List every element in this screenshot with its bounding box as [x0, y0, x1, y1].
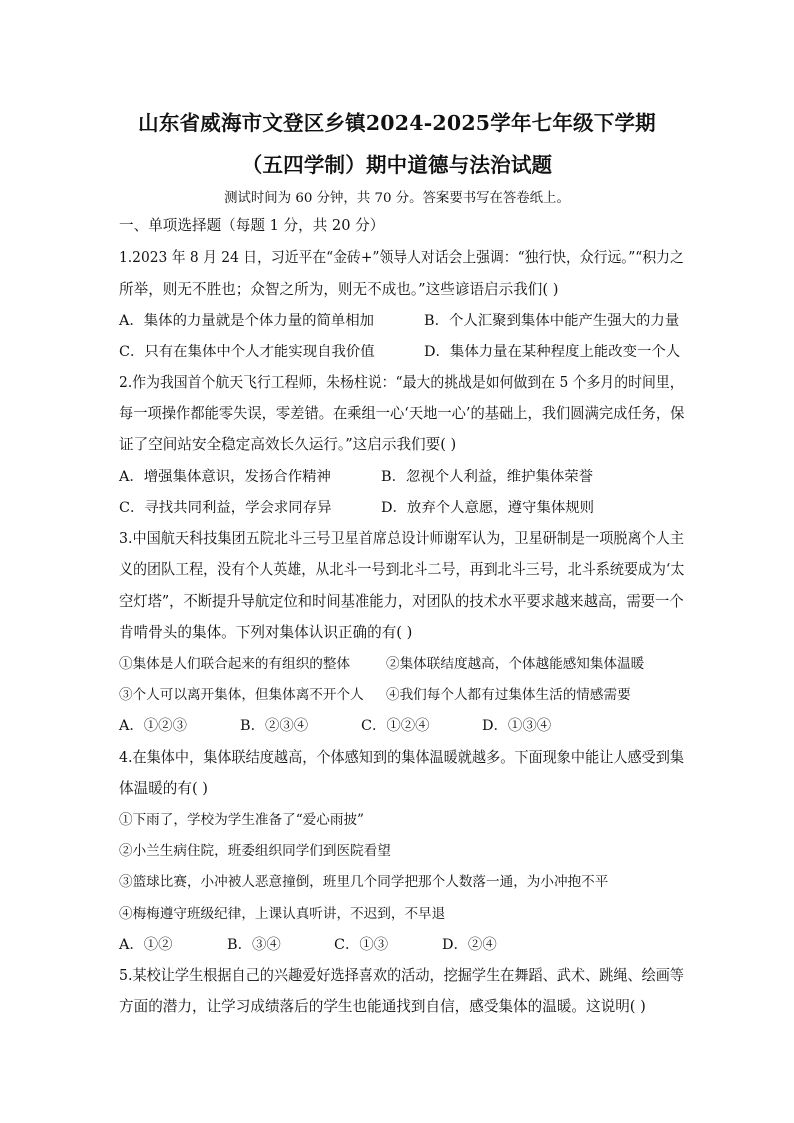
- q4-option-a: A．①②: [119, 937, 173, 953]
- q2-stem-line-1: 2.作为我国首个航天飞行工程师，朱杨柱说：“最大的挑战是如何做到在 5 个多月的时间里，: [119, 374, 684, 391]
- exam-title-line-2: （五四学制）期中道德与法治试题: [241, 153, 553, 177]
- q3-option-c: C．①②④: [361, 718, 430, 734]
- q1-option-b: B．个人汇聚到集体中能产生强大的力量: [424, 313, 680, 329]
- q1-option-a: A．集体的力量就是个体力量的简单相加: [119, 313, 375, 329]
- q1-option-c: C．只有在集体中个人才能实现自我价值: [119, 344, 375, 360]
- q2-stem-line-2: 每一项操作都能零失误，零差错。在乘组一心‘天地一心’的基础上，我们圆满完成任务，保: [119, 405, 685, 422]
- q4-stem-line-1: 4.在集体中，集体联结度越高，个体感知到的集体温暖就越多。下面现象中能让人感受到集: [119, 749, 685, 766]
- q3-statement-2: ②集体联结度越高，个体越能感知集体温暖: [386, 656, 645, 672]
- q4-statement-2: ②小兰生病住院，班委组织同学们到医院看望: [119, 843, 391, 859]
- q3-option-b: B．②③④: [240, 718, 309, 734]
- q4-option-c: C．①③: [334, 937, 389, 953]
- q1-stem-line-2: 所举，则无不胜也；众智之所为，则无不成也。”这些谚语启示我们( ): [119, 281, 559, 298]
- q3-statement-1: ①集体是人们联合起来的有组织的整体: [119, 656, 351, 672]
- q3-stem-line-1: 3.中国航天科技集团五院北斗三号卫星首席总设计师谢军认为，卫星研制是一项脱离个人主: [119, 530, 685, 547]
- q3-stem-line-2: 义的团队工程，没有个人英雄，从北斗一号到北斗二号，再到北斗三号，北斗系统要成为‘太: [119, 561, 685, 578]
- q4-option-b: B．③④: [227, 937, 281, 953]
- exam-instructions: 测试时间为 60 分钟，共 70 分。答案要书写在答卷纸上。: [224, 191, 570, 206]
- q4-statement-4: ④梅梅遵守班级纪律，上课认真听讲，不迟到，不早退: [119, 906, 446, 922]
- q2-option-c: C．寻找共同利益，学会求同存异: [119, 500, 332, 516]
- q1-option-d: D．集体力量在某种程度上能改变一个人: [424, 344, 681, 360]
- q3-stem-line-3: 空灯塔”，不断提升导航定位和时间基准能力，对团队的技术水平要求越来越高，需要一个: [119, 593, 684, 610]
- q5-stem-line-2: 方面的潜力，让学习成绩落后的学生也能通找到自信，感受集体的温暖。这说明( ): [119, 998, 646, 1015]
- q2-option-d: D．放弃个人意愿，遵守集体规则: [381, 500, 595, 516]
- q4-statement-1: ①下雨了，学校为学生准备了“爱心雨披”: [119, 812, 364, 828]
- q2-option-a: A．增强集体意识，发扬合作精神: [119, 469, 331, 485]
- q3-stem-line-4: 肯啃骨头的集体。下列对集体认识正确的有( ): [119, 624, 413, 641]
- q4-statement-3: ③篮球比赛，小冲被人恶意撞倒，班里几个同学把那个人数落一通，为小冲抱不平: [119, 874, 609, 890]
- q2-stem-line-3: 证了空间站安全稳定高效长久运行。”这启示我们要( ): [119, 436, 457, 453]
- section-heading: 一、单项选择题（每题 1 分，共 20 分）: [119, 217, 385, 234]
- q4-stem-line-2: 体温暖的有( ): [119, 780, 208, 797]
- q5-stem-line-1: 5.某校让学生根据自己的兴趣爱好选择喜欢的活动，挖掘学生在舞蹈、武术、跳绳、绘画等: [119, 967, 685, 984]
- q1-stem-line-1: 1.2023 年 8 月 24 日，习近平在“金砖+”领导人对话会上强调：“独行快，众行远。”“积力之: [119, 249, 684, 266]
- q3-option-d: D．①③④: [482, 718, 552, 734]
- q2-option-b: B．忽视个人利益，维护集体荣誉: [381, 469, 594, 485]
- q3-option-a: A．①②③: [119, 718, 187, 734]
- q4-option-d: D．②④: [442, 937, 497, 953]
- q3-statement-4: ④我们每个人都有过集体生活的情感需要: [386, 687, 631, 703]
- q3-statement-3: ③个人可以离开集体，但集体离不开个人: [119, 687, 364, 703]
- exam-title-line-1: 山东省威海市文登区乡镇2024-2025学年七年级下学期: [138, 111, 656, 135]
